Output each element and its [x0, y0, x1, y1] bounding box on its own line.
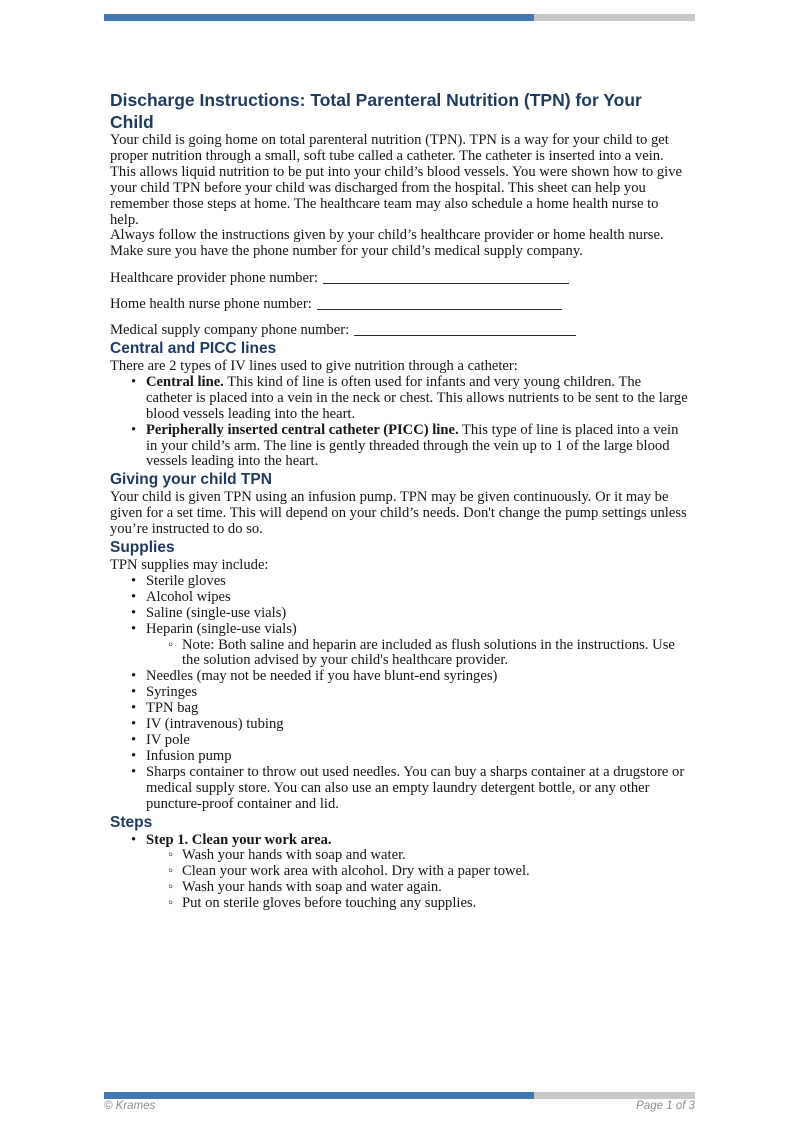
- list-item-bold-lead: Central line.: [146, 373, 224, 390]
- list-item-text: This type of line is placed into a vein in your child’s arm. The line is gently threaded through the vein up to 1 of the large blood vessels leading into the heart.: [146, 421, 679, 470]
- footer-page-indicator: Page 1 of 3: [636, 1100, 695, 1112]
- substep-text: ◦ Clean your work area with alcohol. Dry with a paper towel.: [182, 863, 530, 880]
- section-heading-giving-tpn: Giving your child TPN: [110, 471, 272, 489]
- list-item: [110, 622, 690, 638]
- phone-field-medical-supply-company: [110, 322, 690, 339]
- list-item: [110, 574, 690, 590]
- section-heading-steps: Steps: [110, 813, 153, 831]
- list-item: [110, 669, 690, 685]
- list-item: [110, 717, 690, 733]
- footer: [104, 1100, 695, 1112]
- supplies-bullet-list: [110, 574, 690, 813]
- supplies-intro: TPN supplies may include:: [110, 557, 269, 574]
- phone-number-blank: [354, 322, 576, 336]
- list-item: [110, 685, 690, 701]
- list-item-text: Syringes: [146, 684, 198, 701]
- phone-field-label: Healthcare provider phone number:: [110, 270, 318, 287]
- list-item-text: Needles (may not be needed if you have blunt-end syringes): [146, 668, 498, 685]
- giving-tpn-paragraph: Your child is given TPN using an infusion pump. TPN may be given continuously. Or it may be given for a set time. This will depend on your child’s needs. Don't change the pump settings unless you’re instructed to do so.: [110, 489, 687, 538]
- list-subitem-note: [110, 638, 690, 670]
- list-item-text: Heparin (single-use vials): [146, 620, 297, 637]
- phone-field-label: Home health nurse phone number:: [110, 296, 312, 313]
- list-item-step-1: [110, 833, 690, 849]
- footer-accent-bar-blue-segment: [104, 1092, 534, 1099]
- substep-text: ◦ Wash your hands with soap and water again.: [182, 879, 442, 896]
- list-subitem: [110, 896, 690, 912]
- central-picc-intro: There are 2 types of IV lines used to give nutrition through a catheter:: [110, 357, 518, 374]
- list-subitem: [110, 848, 690, 864]
- page-title: Discharge Instructions: Total Parenteral Nutrition (TPN) for Your Child: [110, 90, 642, 132]
- list-subitem: [110, 864, 690, 880]
- phone-field-label: Medical supply company phone number:: [110, 322, 350, 339]
- list-item: [110, 423, 690, 471]
- list-item: [110, 765, 690, 813]
- section-heading-supplies: Supplies: [110, 539, 175, 557]
- list-item: [110, 606, 690, 622]
- list-item: [110, 749, 690, 765]
- list-item-text: Sterile gloves: [146, 572, 226, 589]
- list-item-bold-lead: Peripherally inserted central catheter (PICC) line.: [146, 421, 459, 438]
- section-heading-central-picc-lines: Central and PICC lines: [110, 339, 277, 357]
- footer-copyright: © Krames: [104, 1100, 156, 1112]
- list-item: [110, 590, 690, 606]
- list-item: [110, 375, 690, 423]
- list-item-text: Saline (single-use vials): [146, 604, 287, 621]
- footer-accent-bar-gray-segment: [534, 1092, 695, 1099]
- central-picc-bullet-list: [110, 375, 690, 470]
- list-item: [110, 701, 690, 717]
- list-subitem-text: ◦ Note: Both saline and heparin are included as flush solutions in the instructions. Use the solution advised by your child's healthcare provider.: [182, 636, 675, 669]
- list-item-text: Alcohol wipes: [146, 588, 231, 605]
- list-subitem: [110, 880, 690, 896]
- substep-text: ◦ Wash your hands with soap and water.: [182, 847, 406, 864]
- list-item-text: TPN bag: [146, 700, 199, 717]
- footer-accent-bar: [104, 1092, 695, 1099]
- list-item-text: Infusion pump: [146, 747, 232, 764]
- substep-text: ◦ Put on sterile gloves before touching any supplies.: [182, 895, 477, 912]
- phone-field-home-health-nurse: [110, 296, 690, 313]
- list-item-text: IV (intravenous) tubing: [146, 716, 284, 733]
- list-item-text: Sharps container to throw out used needles. You can buy a sharps container at a drugstore or medical supply store. You can also use an empty laundry detergent bottle, or any other puncture-proof container and lid.: [146, 763, 685, 812]
- phone-number-blank: [317, 296, 562, 310]
- list-item-text: This kind of line is often used for infants and very young children. The catheter is placed into a vein in the neck or chest. This allows nutrients to be sent to the large blood vessels leading into the heart.: [146, 373, 688, 422]
- steps-bullet-list: [110, 833, 690, 913]
- intro-paragraph-1: Your child is going home on total parenteral nutrition (TPN). TPN is a way for your child to get proper nutrition through a small, soft tube called a catheter. The catheter is inserted into a vein. This allows liquid nutrition to be put into your child’s blood vessels. You were shown how to give your child TPN before your child was discharged from the hospital. This sheet can help you remember those steps at home. The healthcare team may also schedule a home health nurse to help.: [110, 132, 682, 228]
- step-title: Step 1. Clean your work area.: [146, 831, 332, 848]
- phone-number-blank: [323, 270, 569, 284]
- intro-paragraph-2: Always follow the instructions given by your child’s healthcare provider or home health nurse. Make sure you have the phone number for your child’s medical supply company.: [110, 227, 664, 260]
- document-body: [110, 0, 690, 912]
- phone-field-healthcare-provider: [110, 270, 690, 287]
- list-item-text: IV pole: [146, 732, 190, 748]
- list-item: [110, 733, 690, 749]
